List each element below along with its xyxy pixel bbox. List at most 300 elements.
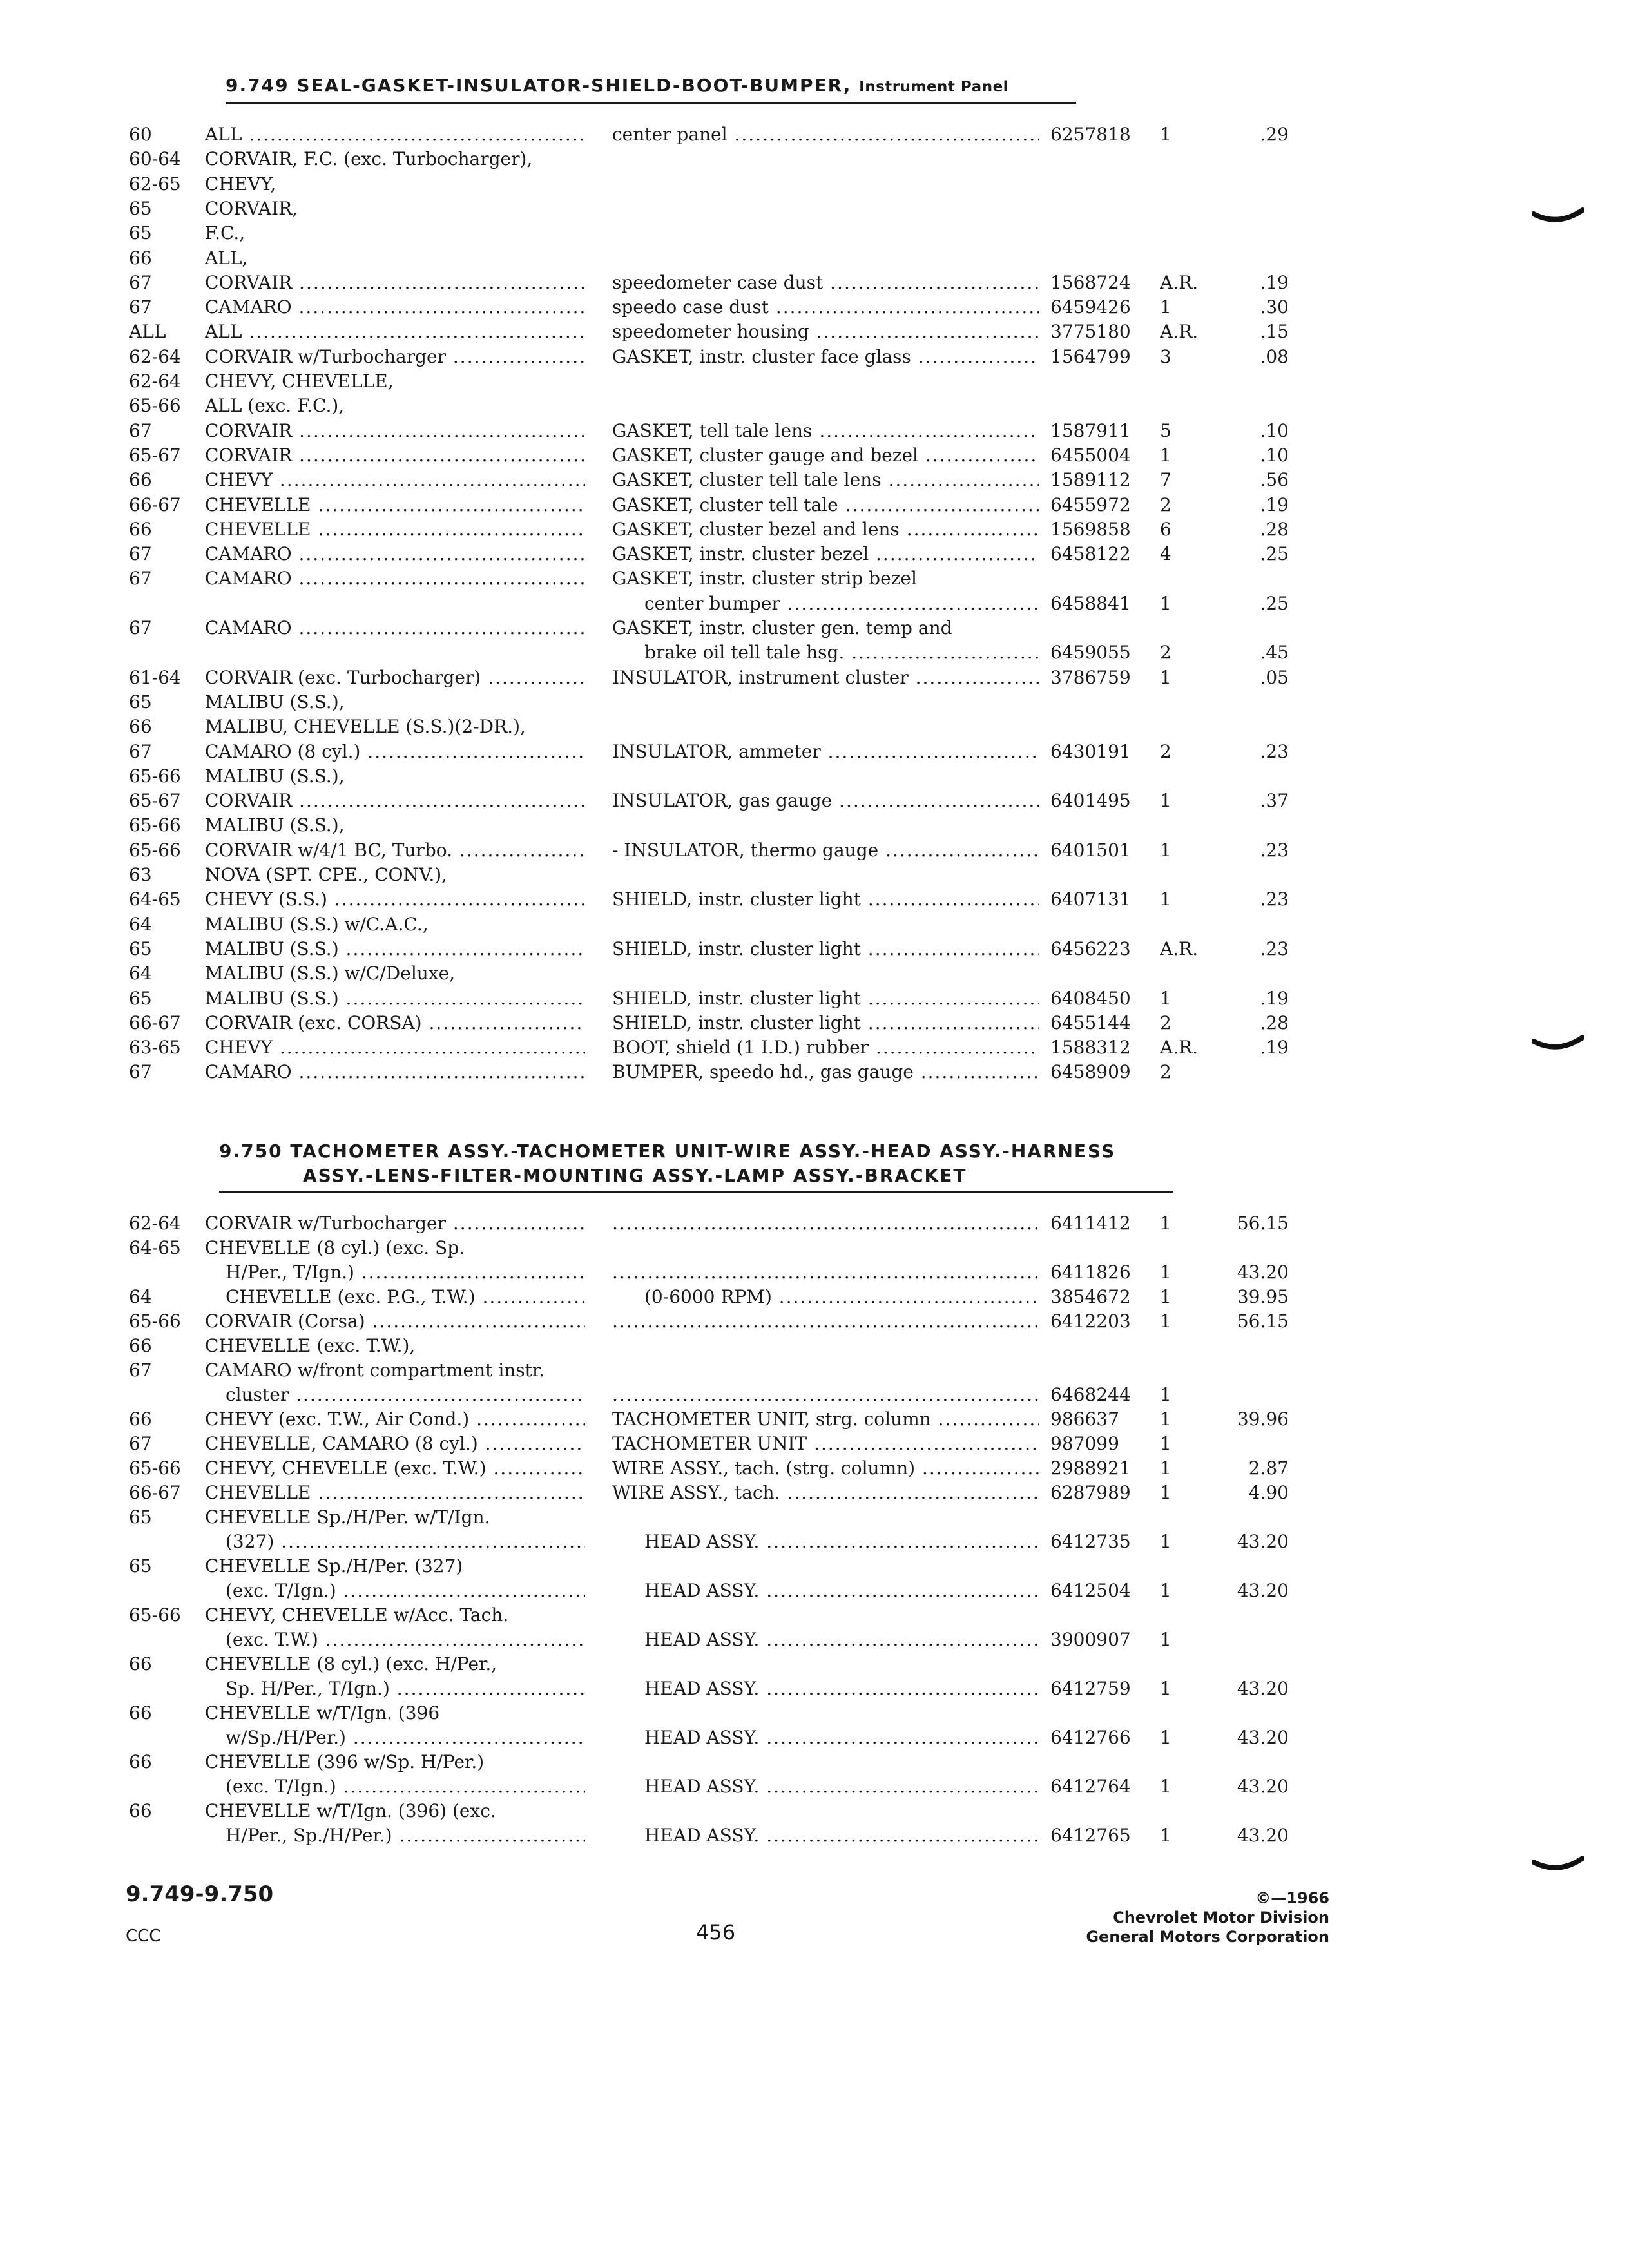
part-number-cell: 1564799	[1050, 345, 1131, 367]
section-2-title-line-1: 9.750 TACHOMETER ASSY.-TACHOMETER UNIT-WIRE ASSY.-HEAD ASSY.-HARNESS	[219, 1140, 1116, 1162]
application-cell: CHEVELLE w/T/Ign. (396) (exc.	[205, 1800, 496, 1821]
binder-mark-bottom	[1532, 1856, 1584, 1875]
description-cell: GASKET, cluster tell tale lens .....	[612, 468, 1039, 492]
part-number-cell: 1587911	[1050, 419, 1131, 441]
year-cell: 62-65	[129, 173, 181, 195]
description-cell: speedometer case dust .....	[612, 271, 1039, 295]
footer-code: CCC	[126, 1927, 161, 1946]
table-row	[0, 566, 1629, 591]
table-row	[0, 1211, 1629, 1236]
year-cell: ALL	[129, 321, 166, 343]
part-number-cell: 6412203	[1050, 1311, 1131, 1332]
year-cell: 66-67	[129, 1012, 181, 1033]
description-cell: GASKET, tell tale lens .....	[612, 419, 1039, 443]
table-row	[0, 1652, 1629, 1677]
application-cell: H/Per., T/Ign.) .....	[226, 1260, 585, 1285]
table-row	[0, 1358, 1629, 1383]
description-cell: SHIELD, instr. cluster light .....	[612, 1011, 1039, 1035]
application-cell: MALIBU, CHEVELLE (S.S.)(2-DR.),	[205, 716, 526, 738]
quantity-cell: 1	[1160, 1408, 1171, 1430]
description-cell	[612, 1383, 1039, 1407]
year-cell: 67	[129, 568, 152, 590]
quantity-cell: 1	[1160, 124, 1171, 145]
year-cell: 65	[129, 1506, 152, 1528]
price-cell: .56	[1260, 469, 1289, 491]
application-cell: CAMARO .....	[205, 295, 585, 320]
application-cell: CORVAIR w/Turbocharger .....	[205, 1211, 585, 1236]
year-cell: 66	[129, 247, 152, 269]
year-cell: 65	[129, 1555, 152, 1577]
description-cell: HEAD ASSY. .....	[644, 1628, 1039, 1652]
table-row	[0, 937, 1629, 961]
part-number-cell: 1569858	[1050, 518, 1131, 540]
year-cell: 66-67	[129, 494, 181, 515]
part-number-cell: 6407131	[1050, 889, 1131, 910]
price-cell: 43.20	[1237, 1531, 1289, 1552]
table-row	[0, 912, 1629, 937]
table-row	[0, 1060, 1629, 1084]
year-cell: 65	[129, 691, 152, 713]
year-cell: 64	[129, 963, 152, 985]
application-cell: (327) .....	[226, 1530, 585, 1554]
price-cell: .28	[1260, 1012, 1289, 1033]
year-cell: 66	[129, 469, 152, 491]
part-number-cell: 3786759	[1050, 666, 1131, 688]
application-cell: CHEVELLE Sp./H/Per. w/T/Ign.	[205, 1506, 490, 1528]
year-cell: 65	[129, 222, 152, 244]
part-number-cell: 6430191	[1050, 740, 1131, 762]
part-number-cell: 6459055	[1050, 642, 1131, 664]
description-cell	[612, 1260, 1039, 1285]
table-row	[0, 345, 1629, 369]
quantity-cell: A.R.	[1160, 321, 1199, 343]
description-cell: - INSULATOR, thermo gauge .....	[612, 838, 1039, 863]
part-number-cell: 6257818	[1050, 124, 1131, 145]
footer-corporation: General Motors Corporation	[1086, 1928, 1329, 1946]
part-number-cell: 6411412	[1050, 1213, 1131, 1234]
application-cell: MALIBU (S.S.) w/C.A.C.,	[205, 913, 429, 935]
price-cell: .29	[1260, 124, 1289, 145]
description-cell: SHIELD, instr. cluster light .....	[612, 986, 1039, 1011]
table-row	[0, 369, 1629, 394]
quantity-cell: 7	[1160, 469, 1171, 491]
price-cell: .19	[1260, 1037, 1289, 1059]
table-row	[0, 666, 1629, 690]
application-cell: w/Sp./H/Per.) .....	[226, 1725, 585, 1750]
table-row	[0, 764, 1629, 789]
description-cell: HEAD ASSY. .....	[644, 1677, 1039, 1701]
year-cell: 60	[129, 124, 152, 145]
description-cell: HEAD ASSY. .....	[644, 1774, 1039, 1799]
quantity-cell: 1	[1160, 889, 1171, 910]
application-cell: CHEVELLE (396 w/Sp. H/Per.)	[205, 1751, 485, 1773]
table-row	[0, 517, 1629, 542]
description-cell: GASKET, instr. cluster bezel .....	[612, 542, 1039, 566]
price-cell: 39.96	[1237, 1408, 1289, 1430]
table-row	[0, 1456, 1629, 1481]
description-cell: SHIELD, instr. cluster light .....	[612, 887, 1039, 912]
part-number-cell: 3900907	[1050, 1629, 1131, 1650]
table-row	[0, 961, 1629, 986]
quantity-cell: 4	[1160, 543, 1171, 565]
application-cell: CHEVY,	[205, 173, 276, 195]
table-row	[0, 813, 1629, 838]
description-cell	[612, 1309, 1039, 1334]
price-cell: .19	[1260, 494, 1289, 515]
price-cell: 43.20	[1237, 1262, 1289, 1283]
application-cell: CHEVELLE .....	[205, 493, 585, 517]
description-cell: HEAD ASSY. .....	[644, 1823, 1039, 1848]
description-cell: (0-6000 RPM) .....	[644, 1285, 1039, 1309]
quantity-cell: 1	[1160, 1580, 1171, 1601]
quantity-cell: 1	[1160, 1531, 1171, 1552]
application-cell: CHEVELLE Sp./H/Per. (327)	[205, 1555, 463, 1577]
year-cell: 65-66	[129, 839, 181, 861]
quantity-cell: 1	[1160, 1433, 1171, 1454]
application-cell: CAMARO .....	[205, 542, 585, 566]
table-row	[0, 122, 1629, 147]
description-cell: INSULATOR, ammeter .....	[612, 740, 1039, 764]
year-cell: 67	[129, 740, 152, 762]
quantity-cell: 1	[1160, 839, 1171, 861]
year-cell: 65-66	[129, 1457, 181, 1479]
year-cell: 65-66	[129, 765, 181, 787]
year-cell: 62-64	[129, 1213, 181, 1234]
price-cell: 43.20	[1237, 1580, 1289, 1601]
year-cell: 66	[129, 1800, 152, 1821]
application-cell: CHEVY .....	[205, 468, 585, 492]
table-row	[0, 271, 1629, 295]
application-cell: ALL .....	[205, 320, 585, 344]
part-number-cell: 6412759	[1050, 1678, 1131, 1699]
price-cell: .23	[1260, 839, 1289, 861]
part-number-cell: 6408450	[1050, 987, 1131, 1009]
table-row	[0, 838, 1629, 863]
price-cell: .23	[1260, 889, 1289, 910]
price-cell: .30	[1260, 296, 1289, 318]
description-cell: TACHOMETER UNIT, strg. column .....	[612, 1407, 1039, 1432]
application-cell: CORVAIR .....	[205, 443, 585, 468]
quantity-cell: 1	[1160, 1286, 1171, 1307]
table-row	[0, 1603, 1629, 1628]
year-cell: 67	[129, 617, 152, 639]
price-cell: 2.87	[1248, 1457, 1289, 1479]
table-row	[0, 320, 1629, 344]
table-row	[0, 1530, 1629, 1554]
part-number-cell: 6401501	[1050, 839, 1131, 861]
year-cell: 62-64	[129, 345, 181, 367]
part-number-cell: 6412765	[1050, 1825, 1131, 1846]
year-cell: 65-66	[129, 1311, 181, 1332]
table-row	[0, 690, 1629, 715]
quantity-cell: 1	[1160, 444, 1171, 466]
quantity-cell: 3	[1160, 345, 1171, 367]
application-cell: CAMARO .....	[205, 1060, 585, 1084]
quantity-cell: 1	[1160, 1311, 1171, 1332]
quantity-cell: 1	[1160, 790, 1171, 812]
year-cell: 64	[129, 913, 152, 935]
year-cell: 63	[129, 864, 152, 885]
price-cell: .23	[1260, 740, 1289, 762]
table-row	[0, 493, 1629, 517]
table-row	[0, 591, 1629, 616]
part-number-cell: 3854672	[1050, 1286, 1131, 1307]
price-cell: .25	[1260, 543, 1289, 565]
quantity-cell: 6	[1160, 518, 1171, 540]
description-cell: center bumper .....	[644, 591, 1039, 616]
quantity-cell: 1	[1160, 1825, 1171, 1846]
footer-section-ref: 9.749-9.750	[126, 1881, 274, 1907]
table-row	[0, 1823, 1629, 1848]
quantity-cell: 1	[1160, 1678, 1171, 1699]
year-cell: 64	[129, 1286, 152, 1307]
section-1-title-text: 9.749 SEAL-GASKET-INSULATOR-SHIELD-BOOT-BUMPER,	[226, 75, 852, 96]
table-row	[0, 1260, 1629, 1285]
table-row	[0, 1701, 1629, 1725]
table-row	[0, 887, 1629, 912]
description-cell: speedometer housing .....	[612, 320, 1039, 344]
application-cell: H/Per., Sp./H/Per.) .....	[226, 1823, 585, 1848]
application-cell: CORVAIR .....	[205, 419, 585, 443]
application-cell: CHEVY (S.S.) .....	[205, 887, 585, 912]
application-cell: CORVAIR (exc. Turbocharger) .....	[205, 666, 585, 690]
table-row	[0, 1579, 1629, 1603]
price-cell: .19	[1260, 987, 1289, 1009]
table-row	[0, 1799, 1629, 1823]
application-cell: CHEVELLE (8 cyl.) (exc. H/Per.,	[205, 1653, 497, 1675]
quantity-cell: 1	[1160, 987, 1171, 1009]
year-cell: 66-67	[129, 1482, 181, 1503]
table-row	[0, 147, 1629, 171]
application-cell: CAMARO w/front compartment instr.	[205, 1360, 545, 1381]
price-cell: 43.20	[1237, 1678, 1289, 1699]
description-cell: WIRE ASSY., tach. .....	[612, 1481, 1039, 1505]
price-cell: 43.20	[1237, 1776, 1289, 1797]
description-cell	[612, 1211, 1039, 1236]
part-number-cell: 6411826	[1050, 1262, 1131, 1283]
table-row	[0, 443, 1629, 468]
year-cell: 67	[129, 543, 152, 565]
section-2-title-line-2: ASSY.-LENS-FILTER-MOUNTING ASSY.-LAMP ASSY.-BRACKET	[303, 1165, 967, 1186]
year-cell: 62-64	[129, 370, 181, 392]
part-number-cell: 6458841	[1050, 592, 1131, 614]
description-cell: GASKET, instr. cluster face glass .....	[612, 345, 1039, 369]
price-cell: 56.15	[1237, 1311, 1289, 1332]
description-cell: HEAD ASSY. .....	[644, 1530, 1039, 1554]
table-row	[0, 986, 1629, 1011]
price-cell: 56.15	[1237, 1213, 1289, 1234]
part-number-cell: 6412504	[1050, 1580, 1131, 1601]
description-cell: HEAD ASSY. .....	[644, 1579, 1039, 1603]
price-cell: .28	[1260, 518, 1289, 540]
table-row	[0, 715, 1629, 739]
part-number-cell: 6287989	[1050, 1482, 1131, 1503]
table-row	[0, 1774, 1629, 1799]
year-cell: 65-66	[129, 814, 181, 836]
year-cell: 66	[129, 716, 152, 738]
quantity-cell: 2	[1160, 1061, 1171, 1083]
year-cell: 65	[129, 937, 152, 959]
table-row	[0, 1334, 1629, 1358]
table-row	[0, 1750, 1629, 1774]
table-row	[0, 1407, 1629, 1432]
application-cell: MALIBU (S.S.) .....	[205, 986, 585, 1011]
footer-division: Chevrolet Motor Division	[1113, 1908, 1329, 1927]
application-cell: ALL .....	[205, 122, 585, 147]
price-cell: 43.20	[1237, 1825, 1289, 1846]
table-row	[0, 1285, 1629, 1309]
year-cell: 67	[129, 419, 152, 441]
year-cell: 65-67	[129, 790, 181, 812]
year-cell: 64-65	[129, 1237, 181, 1258]
part-number-cell: 6455144	[1050, 1012, 1131, 1033]
application-cell: CAMARO .....	[205, 566, 585, 591]
year-cell: 65-67	[129, 444, 181, 466]
quantity-cell: A.R.	[1160, 271, 1199, 293]
application-cell: CHEVY, CHEVELLE w/Acc. Tach.	[205, 1604, 509, 1626]
application-cell: CORVAIR w/Turbocharger .....	[205, 345, 585, 369]
part-number-cell: 6412766	[1050, 1727, 1131, 1748]
section-1-subtitle: Instrument Panel	[859, 79, 1009, 95]
application-cell: CHEVELLE (exc. T.W.),	[205, 1335, 416, 1356]
part-number-cell: 6412735	[1050, 1531, 1131, 1552]
year-cell: 67	[129, 296, 152, 318]
year-cell: 67	[129, 1360, 152, 1381]
application-cell: CHEVY (exc. T.W., Air Cond.) .....	[205, 1407, 585, 1432]
application-cell: F.C.,	[205, 222, 246, 244]
application-cell: CAMARO (8 cyl.) .....	[205, 740, 585, 764]
table-row	[0, 1035, 1629, 1060]
price-cell: .37	[1260, 790, 1289, 812]
description-cell: GASKET, instr. cluster gen. temp and	[612, 617, 952, 639]
year-cell: 66	[129, 1408, 152, 1430]
section-2-rule	[219, 1191, 1173, 1193]
table-row	[0, 789, 1629, 813]
application-cell: MALIBU (S.S.) .....	[205, 937, 585, 961]
application-cell: cluster .....	[226, 1383, 585, 1407]
year-cell: 61-64	[129, 666, 181, 688]
section-1-rule	[226, 102, 1076, 104]
part-number-cell: 6456223	[1050, 937, 1131, 959]
year-cell: 66	[129, 1702, 152, 1724]
application-cell: CAMARO .....	[205, 616, 585, 640]
year-cell: 65	[129, 197, 152, 219]
year-cell: 66	[129, 1335, 152, 1356]
description-cell: WIRE ASSY., tach. (strg. column) .....	[612, 1456, 1039, 1481]
part-number-cell: 2988921	[1050, 1457, 1131, 1479]
price-cell: 39.95	[1237, 1286, 1289, 1307]
description-cell: BUMPER, speedo hd., gas gauge .....	[612, 1060, 1039, 1084]
description-cell: BOOT, shield (1 I.D.) rubber .....	[612, 1035, 1039, 1060]
table-row	[0, 1725, 1629, 1750]
quantity-cell: 1	[1160, 1727, 1171, 1748]
part-number-cell: 6459426	[1050, 296, 1131, 318]
application-cell: CHEVY, CHEVELLE (exc. T.W.) .....	[205, 1456, 585, 1481]
price-cell: .05	[1260, 666, 1289, 688]
application-cell: MALIBU (S.S.) w/C/Deluxe,	[205, 963, 456, 985]
price-cell: .19	[1260, 271, 1289, 293]
price-cell: 43.20	[1237, 1727, 1289, 1748]
application-cell: ALL,	[205, 247, 248, 269]
quantity-cell: 2	[1160, 642, 1171, 664]
application-cell: CHEVELLE (8 cyl.) (exc. Sp.	[205, 1237, 465, 1258]
table-row	[0, 640, 1629, 665]
quantity-cell: 1	[1160, 666, 1171, 688]
table-row	[0, 246, 1629, 271]
year-cell: 66	[129, 518, 152, 540]
part-number-cell: 6412764	[1050, 1776, 1131, 1797]
table-row	[0, 1309, 1629, 1334]
application-cell: (exc. T.W.) .....	[226, 1628, 585, 1652]
application-cell: MALIBU (S.S.),	[205, 814, 345, 836]
part-number-cell: 987099	[1050, 1433, 1119, 1454]
application-cell: CORVAIR w/4/1 BC, Turbo. .....	[205, 838, 585, 863]
table-row	[0, 1383, 1629, 1407]
description-cell: GASKET, cluster gauge and bezel .....	[612, 443, 1039, 468]
application-cell: Sp. H/Per., T/Ign.) .....	[226, 1677, 585, 1701]
table-row	[0, 221, 1629, 245]
application-cell: CHEVY .....	[205, 1035, 585, 1060]
year-cell: 67	[129, 1061, 152, 1083]
table-row	[0, 616, 1629, 640]
quantity-cell: 1	[1160, 1629, 1171, 1650]
quantity-cell: 1	[1160, 296, 1171, 318]
description-cell: GASKET, cluster tell tale .....	[612, 493, 1039, 517]
application-cell: ALL (exc. F.C.),	[205, 395, 345, 417]
part-number-cell: 1588312	[1050, 1037, 1131, 1059]
year-cell: 60-64	[129, 148, 181, 170]
year-cell: 67	[129, 271, 152, 293]
price-cell: .10	[1260, 419, 1289, 441]
application-cell: MALIBU (S.S.),	[205, 691, 345, 713]
table-row	[0, 468, 1629, 492]
year-cell: 65	[129, 987, 152, 1009]
quantity-cell: A.R.	[1160, 937, 1199, 959]
part-number-cell: 6455972	[1050, 494, 1131, 515]
price-cell: .10	[1260, 444, 1289, 466]
quantity-cell: 2	[1160, 494, 1171, 515]
table-row	[0, 1481, 1629, 1505]
table-row	[0, 197, 1629, 221]
table-row	[0, 295, 1629, 320]
page-number: 456	[696, 1920, 736, 1945]
description-cell: INSULATOR, gas gauge .....	[612, 789, 1039, 813]
description-cell: brake oil tell tale hsg. .....	[644, 640, 1039, 665]
quantity-cell: 1	[1160, 592, 1171, 614]
table-row	[0, 394, 1629, 418]
year-cell: 63-65	[129, 1037, 181, 1059]
description-cell: TACHOMETER UNIT .....	[612, 1432, 1039, 1456]
quantity-cell: 2	[1160, 1012, 1171, 1033]
table-row	[0, 1011, 1629, 1035]
application-cell: NOVA (SPT. CPE., CONV.),	[205, 864, 448, 885]
price-cell: .23	[1260, 937, 1289, 959]
table-row	[0, 419, 1629, 443]
binder-mark-top	[1532, 207, 1584, 227]
part-number-cell: 986637	[1050, 1408, 1119, 1430]
table-row	[0, 1505, 1629, 1530]
part-number-cell: 6468244	[1050, 1384, 1131, 1405]
price-cell: .08	[1260, 345, 1289, 367]
table-row	[0, 1628, 1629, 1652]
application-cell: CORVAIR, F.C. (exc. Turbocharger),	[205, 148, 533, 170]
application-cell: CORVAIR (exc. CORSA) .....	[205, 1011, 585, 1035]
application-cell: (exc. T/Ign.) .....	[226, 1774, 585, 1799]
table-row	[0, 172, 1629, 197]
quantity-cell: 2	[1160, 740, 1171, 762]
application-cell: MALIBU (S.S.),	[205, 765, 345, 787]
quantity-cell: 1	[1160, 1213, 1171, 1234]
